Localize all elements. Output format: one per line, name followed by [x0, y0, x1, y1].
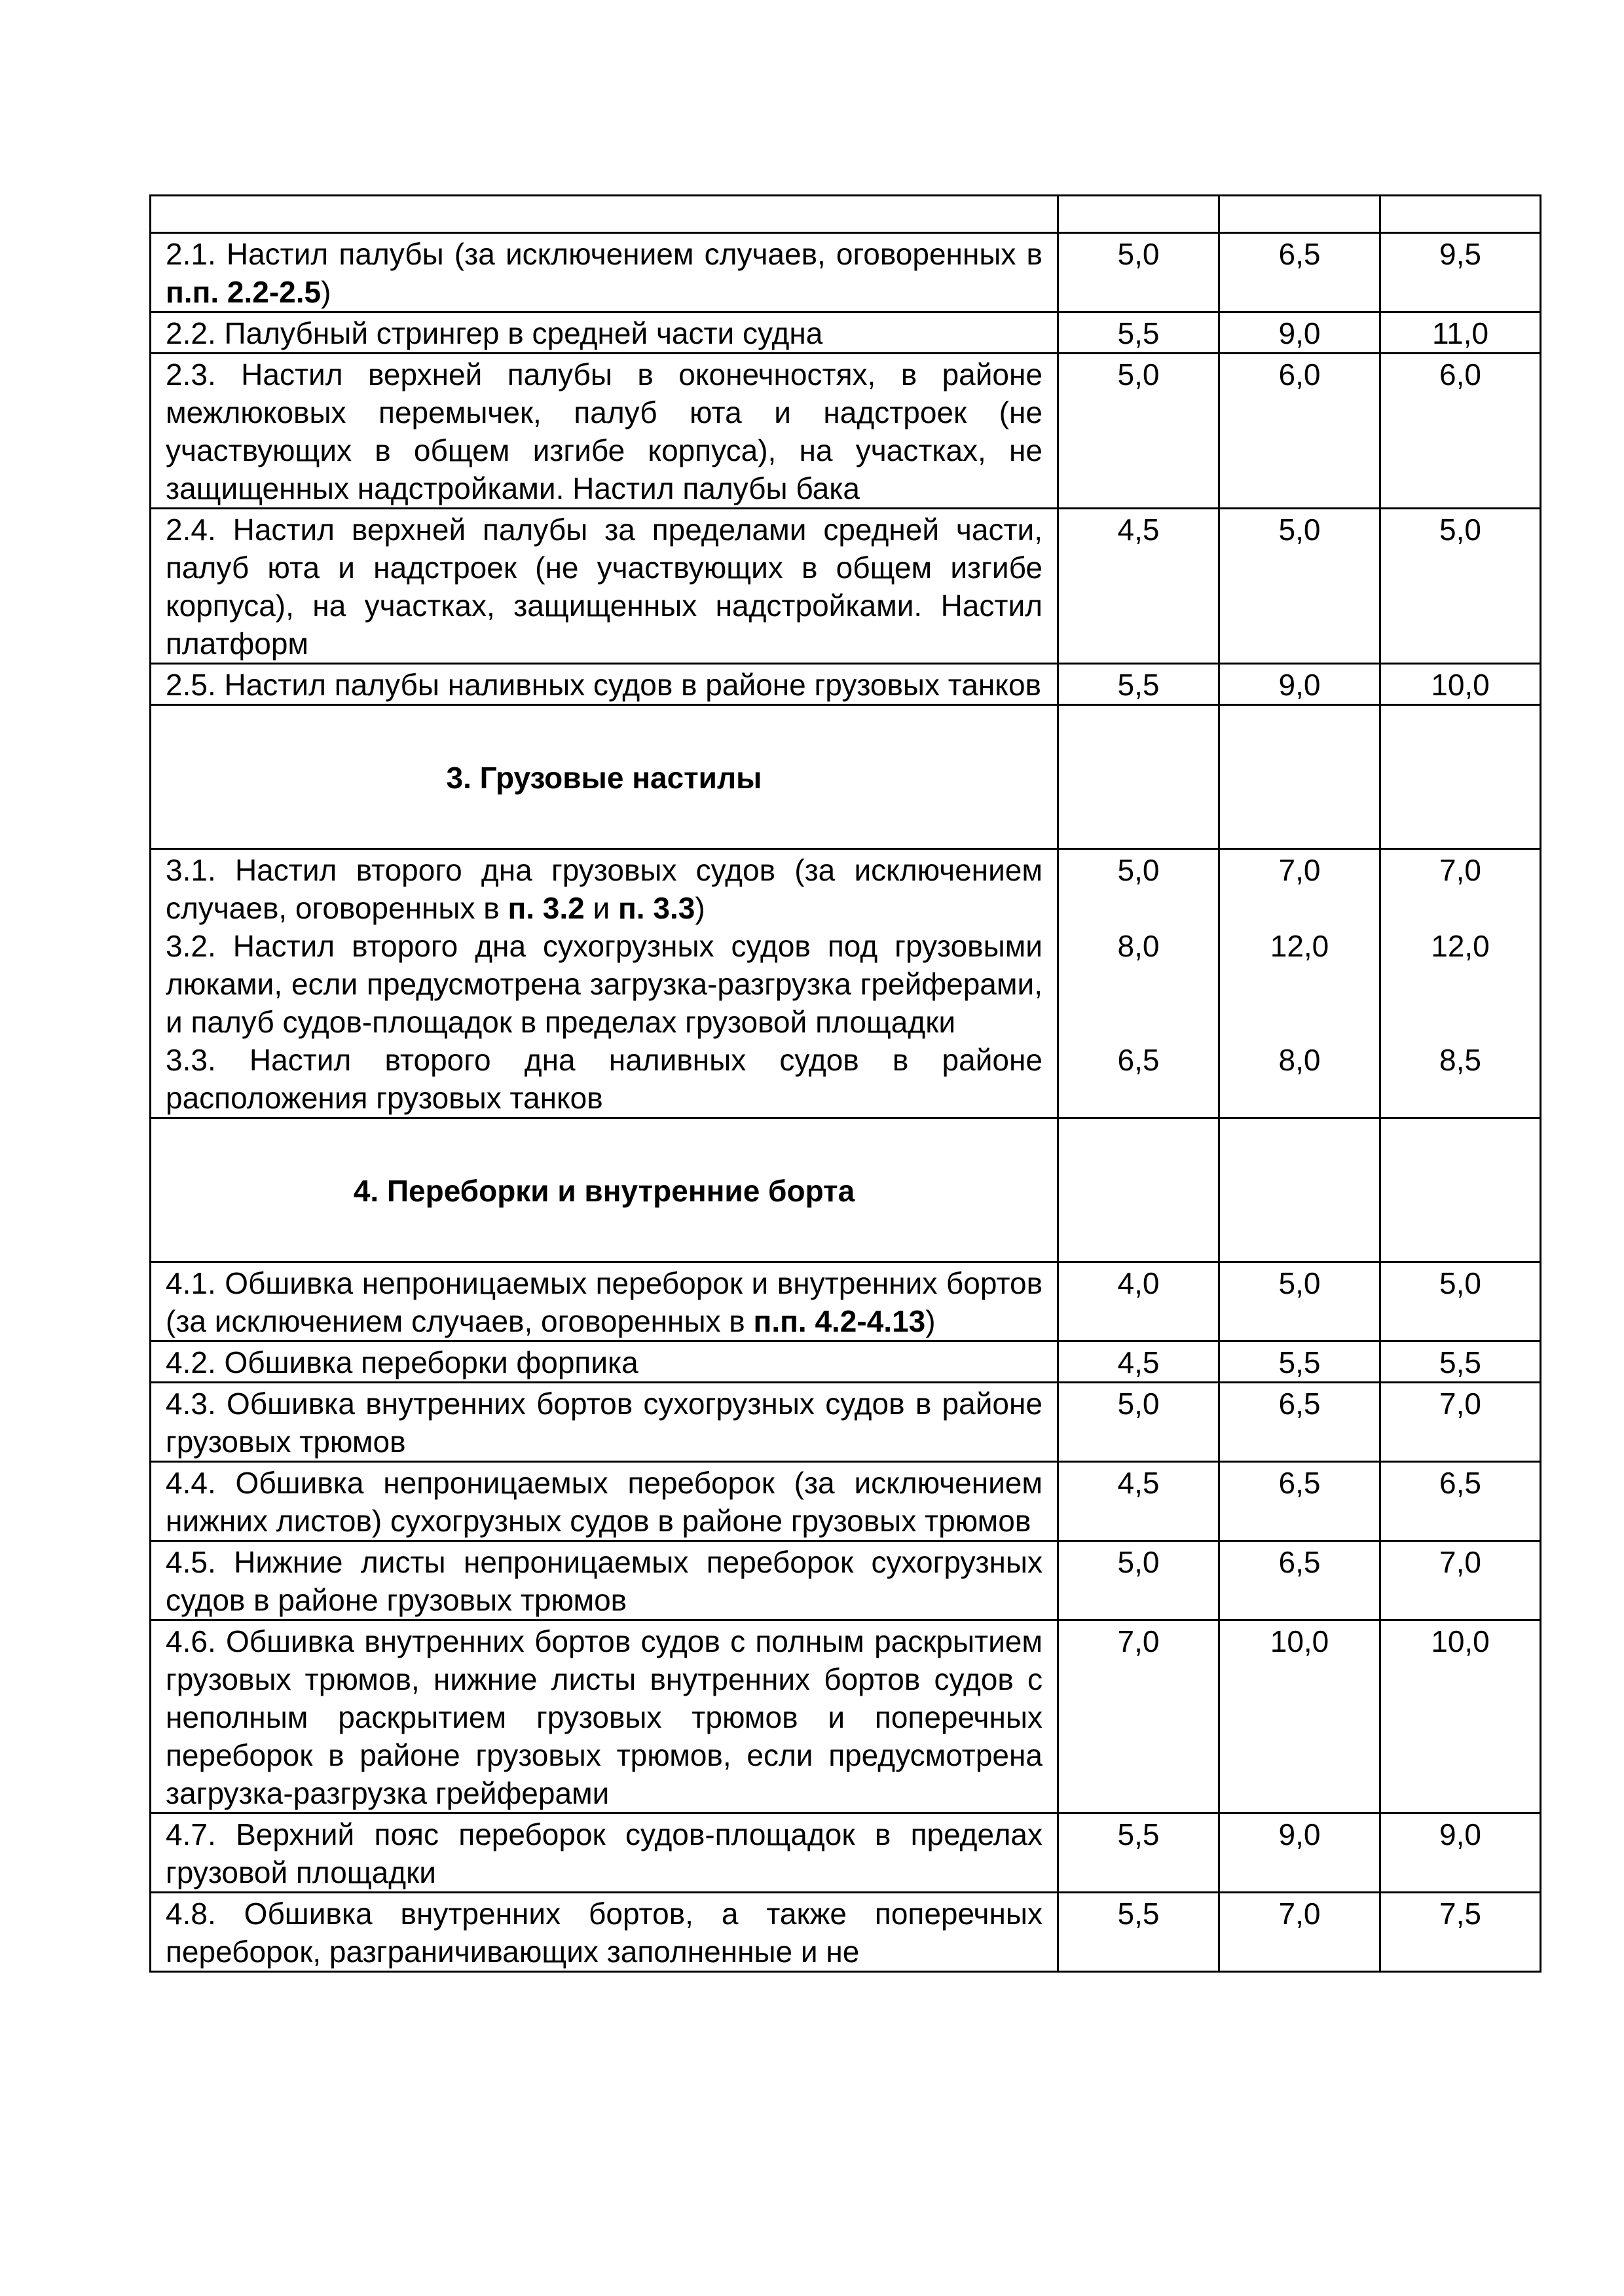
sub-item — [166, 927, 1043, 1041]
section-reference: п. 3.2 — [507, 891, 585, 925]
value-cell — [1380, 354, 1541, 509]
thickness-value: 10,0 — [1270, 1624, 1329, 1658]
value-cell — [1219, 1893, 1380, 1972]
value-cell — [1219, 1383, 1380, 1462]
value-cell — [1058, 509, 1219, 664]
thickness-value: 5,0 — [1278, 513, 1321, 547]
table-row — [151, 1620, 1541, 1813]
sub-item — [166, 1041, 1043, 1117]
value-cell — [1380, 1262, 1541, 1341]
thickness-value: 9,5 — [1439, 237, 1481, 271]
thickness-value: 8,0 — [1278, 1043, 1321, 1077]
description-cell — [151, 354, 1058, 509]
section-reference: п.п. 2.2-2.5 — [166, 275, 322, 309]
value-cell — [1058, 1262, 1219, 1341]
sub-item — [166, 851, 1043, 927]
thickness-value: 5,5 — [1117, 1817, 1160, 1851]
description-text: 2.4. Настил верхней палубы за пределами средней части, палуб юта и надстроек (не участвующих в общем изгибе корпуса), на участках, защищенных надстройками. Настил платформ — [166, 513, 1043, 661]
value-cell — [1058, 1541, 1219, 1620]
table-row — [151, 1118, 1541, 1262]
value-cell — [1219, 1620, 1380, 1813]
thickness-value: 5,0 — [1439, 1266, 1481, 1300]
description-text: 2.5. Настил палубы наливных судов в районе грузовых танков — [166, 668, 1041, 702]
description-text: 4.5. Нижние листы непроницаемых переборок сухогрузных судов в районе грузовых трюмов — [166, 1545, 1043, 1617]
value-cell — [1219, 1813, 1380, 1893]
thickness-value: 4,5 — [1117, 513, 1160, 547]
description-cell — [151, 233, 1058, 312]
table-row — [151, 849, 1541, 1118]
value-cell — [1219, 1118, 1380, 1262]
value-cell — [1380, 233, 1541, 312]
value-cell — [1380, 1383, 1541, 1462]
value-cell — [1380, 1620, 1541, 1813]
description-text: 4.3. Обшивка внутренних бортов сухогрузных судов в районе грузовых трюмов — [166, 1387, 1043, 1459]
value-cell — [1380, 1118, 1541, 1262]
thickness-value: 9,0 — [1278, 1817, 1321, 1851]
thickness-value: 6,5 — [1278, 1387, 1321, 1421]
value-cell — [1219, 1462, 1380, 1541]
value-cell — [1380, 1462, 1541, 1541]
thickness-value: 11,0 — [1431, 316, 1489, 350]
value-cell — [1380, 1813, 1541, 1893]
table-row — [151, 1383, 1541, 1462]
thickness-value: 7,0 — [1439, 853, 1481, 887]
description-text: 4.1. Обшивка непроницаемых переборок и внутренних бортов (за исключением случаев, оговоренных в — [166, 1266, 1043, 1338]
value-cell — [1380, 705, 1541, 849]
thickness-value: 5,0 — [1439, 513, 1481, 547]
description-text: 3.2. Настил второго дна сухогрузных судов под грузовыми люками, если предусмотрена загрузка-разгрузка грейферами, и палуб судов-площадок в пределах грузовой площадки — [166, 929, 1043, 1039]
description-cell — [151, 849, 1058, 1118]
value-cell — [1058, 354, 1219, 509]
description-text: ) — [695, 891, 705, 925]
value-cell — [1219, 509, 1380, 664]
thickness-value: 4,5 — [1117, 1466, 1160, 1500]
thickness-value: 7,0 — [1439, 1545, 1481, 1579]
table-row — [151, 1541, 1541, 1620]
description-text: 4.4. Обшивка непроницаемых переборок (за исключением нижних листов) сухогрузных судов в районе грузовых трюмов — [166, 1466, 1043, 1538]
thickness-value: 9,0 — [1278, 316, 1321, 350]
value-cell — [1058, 1620, 1219, 1813]
thickness-value: 5,0 — [1278, 1266, 1321, 1300]
value-cell — [1219, 233, 1380, 312]
description-cell — [151, 1893, 1058, 1972]
table-row — [151, 354, 1541, 509]
thickness-value: 8,0 — [1117, 929, 1160, 963]
table-row — [151, 1893, 1541, 1972]
description-text: ) — [321, 275, 331, 309]
thickness-value: 5,5 — [1278, 1345, 1321, 1379]
thickness-value: 12,0 — [1431, 929, 1490, 963]
section-reference: п.п. 4.2-4.13 — [753, 1304, 926, 1338]
thickness-value: 9,0 — [1439, 1817, 1481, 1851]
description-text: 4.2. Обшивка переборки форпика — [166, 1345, 638, 1379]
description-cell — [151, 196, 1058, 233]
table-row — [151, 1813, 1541, 1893]
thickness-value: 6,0 — [1278, 357, 1321, 392]
value-cell — [1380, 664, 1541, 705]
description-text: 3.1. Настил второго дна грузовых судов (за исключением случаев, оговоренных в — [166, 853, 1043, 925]
description-cell — [151, 1262, 1058, 1341]
description-cell — [151, 664, 1058, 705]
thickness-value: 7,0 — [1439, 1387, 1481, 1421]
value-cell — [1219, 312, 1380, 354]
description-cell — [151, 1341, 1058, 1383]
value-cell — [1380, 1341, 1541, 1383]
thickness-value: 6,0 — [1439, 357, 1481, 392]
thickness-value: 7,5 — [1439, 1897, 1481, 1931]
description-cell — [151, 312, 1058, 354]
description-text: 2.2. Палубный стрингер в средней части судна — [166, 316, 823, 350]
value-cell — [1380, 196, 1541, 233]
thickness-value: 6,5 — [1117, 1043, 1160, 1077]
value-cell — [1219, 354, 1380, 509]
description-cell — [151, 1813, 1058, 1893]
value-cell — [1058, 705, 1219, 849]
description-cell — [151, 1383, 1058, 1462]
thickness-value: 5,5 — [1117, 1897, 1160, 1931]
description-text: 2.1. Настил палубы (за исключением случаев, оговоренных в — [166, 237, 1043, 271]
value-cell — [1058, 312, 1219, 354]
value-cell — [1058, 1118, 1219, 1262]
value-cell — [1219, 196, 1380, 233]
description-text: 4.7. Верхний пояс переборок судов-площадок в пределах грузовой площадки — [166, 1817, 1043, 1889]
thickness-table — [149, 194, 1541, 1973]
description-cell — [151, 1462, 1058, 1541]
value-cell — [1219, 1541, 1380, 1620]
section-heading: 3. Грузовые настилы — [151, 705, 1058, 849]
table-row — [151, 664, 1541, 705]
thickness-value: 5,0 — [1117, 853, 1160, 887]
description-cell — [151, 1620, 1058, 1813]
value-cell — [1058, 664, 1219, 705]
thickness-value: 4,5 — [1117, 1345, 1160, 1379]
thickness-value: 7,0 — [1117, 1624, 1160, 1658]
table-row — [151, 233, 1541, 312]
thickness-value: 7,0 — [1278, 853, 1321, 887]
description-text: 4.8. Обшивка внутренних бортов, а также поперечных переборок, разграничивающих заполненные и не — [166, 1897, 1043, 1969]
value-cell — [1219, 849, 1380, 1118]
description-cell — [151, 1541, 1058, 1620]
description-text: 2.3. Настил верхней палубы в оконечностях, в районе межлюковых перемычек, палуб юта и надстроек (не участвующих в общем изгибе корпуса), на участках, не защищенных надстройками. Настил палубы бака — [166, 357, 1043, 505]
value-cell — [1058, 233, 1219, 312]
value-cell — [1058, 1813, 1219, 1893]
value-cell — [1219, 1341, 1380, 1383]
description-text: и — [584, 891, 619, 925]
value-cell — [1058, 1383, 1219, 1462]
table-row — [151, 196, 1541, 233]
table-row — [151, 1341, 1541, 1383]
description-text: 4.6. Обшивка внутренних бортов судов с полным раскрытием грузовых трюмов, нижние листы внутренних бортов судов с неполным раскрытием грузовых трюмов и поперечных переборок в районе грузовых трюмов, если предусмотрена загрузка-разгрузка грейферами — [166, 1624, 1043, 1810]
thickness-value: 6,5 — [1278, 1545, 1321, 1579]
value-cell — [1380, 849, 1541, 1118]
section-reference: п. 3.3 — [618, 891, 695, 925]
value-cell — [1058, 849, 1219, 1118]
thickness-value: 10,0 — [1431, 1624, 1490, 1658]
value-cell — [1219, 664, 1380, 705]
table-row — [151, 1462, 1541, 1541]
description-cell — [151, 509, 1058, 664]
value-cell — [1380, 312, 1541, 354]
value-cell — [1380, 1893, 1541, 1972]
value-cell — [1219, 705, 1380, 849]
thickness-value: 5,5 — [1439, 1345, 1481, 1379]
thickness-value: 4,0 — [1117, 1266, 1160, 1300]
thickness-value: 6,5 — [1278, 237, 1321, 271]
value-cell — [1058, 1462, 1219, 1541]
thickness-value: 8,5 — [1439, 1043, 1481, 1077]
section-heading: 4. Переборки и внутренние борта — [151, 1118, 1058, 1262]
thickness-value: 12,0 — [1270, 929, 1329, 963]
thickness-value: 5,0 — [1117, 1387, 1160, 1421]
thickness-value: 5,0 — [1117, 1545, 1160, 1579]
table-row — [151, 509, 1541, 664]
thickness-value: 5,0 — [1117, 237, 1160, 271]
table-row — [151, 1262, 1541, 1341]
thickness-value: 5,0 — [1117, 357, 1160, 392]
thickness-value: 5,5 — [1117, 668, 1160, 702]
value-cell — [1058, 1893, 1219, 1972]
table-body — [151, 196, 1541, 1972]
value-cell — [1380, 509, 1541, 664]
value-cell — [1219, 1262, 1380, 1341]
thickness-value: 7,0 — [1278, 1897, 1321, 1931]
value-cell — [1058, 1341, 1219, 1383]
table-row — [151, 705, 1541, 849]
thickness-value: 6,5 — [1439, 1466, 1481, 1500]
thickness-value: 10,0 — [1431, 668, 1490, 702]
description-text: ) — [925, 1304, 936, 1338]
thickness-value: 5,5 — [1117, 316, 1160, 350]
value-cell — [1380, 1541, 1541, 1620]
value-cell — [1058, 196, 1219, 233]
thickness-value: 6,5 — [1278, 1466, 1321, 1500]
description-text: 3.3. Настил второго дна наливных судов в районе расположения грузовых танков — [166, 1043, 1043, 1115]
thickness-value: 9,0 — [1278, 668, 1321, 702]
table-row — [151, 312, 1541, 354]
